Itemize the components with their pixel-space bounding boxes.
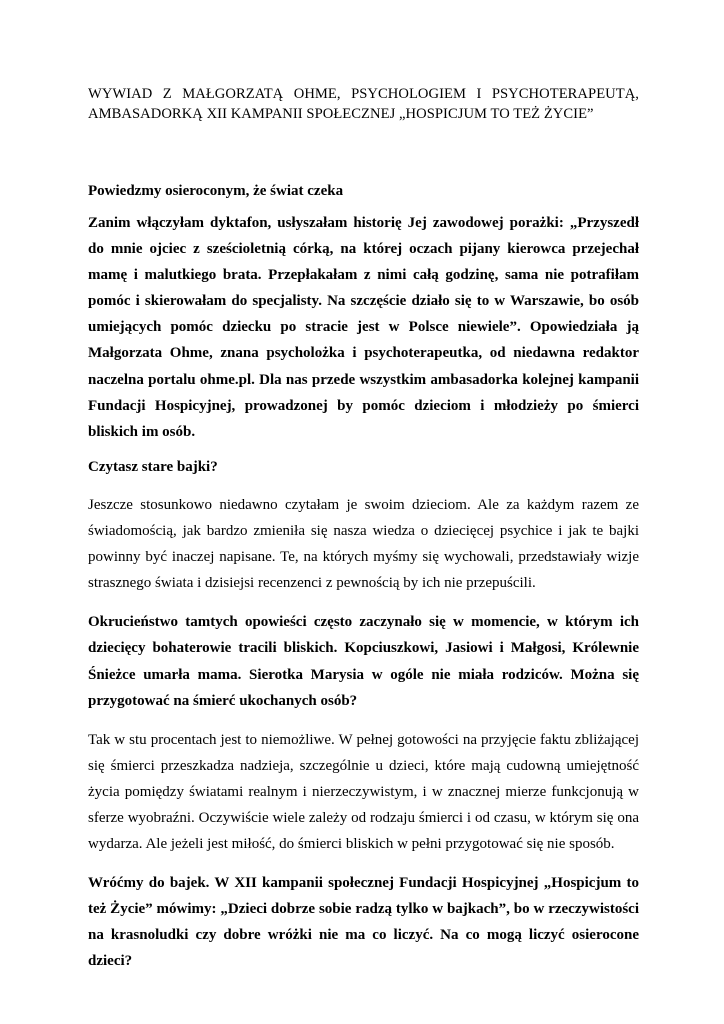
question-1: Czytasz stare bajki?: [88, 458, 218, 475]
question-2: Okrucieństwo tamtych opowieści często zaczynało się w momencie, w którym ich dziecięcy bohaterowie tracili bliskich. Kopciuszkowi, Jasiowi i Małgosi, Królewnie Śnieżce umarła mama. Sierotka Marysia w ogóle nie miała rodziców. Można się przygotować na śmierć ukochanych osób?: [88, 614, 639, 709]
document-title: WYWIAD Z MAŁGORZATĄ OHME, PSYCHOLOGIEM I PSYCHOTERAPEUTĄ, AMBASADORKĄ XII KAMPANII SPOŁECZNEJ „HOSPICJUM TO TEŻ ŻYCIE”: [88, 86, 639, 122]
document-page: [88, 84, 639, 975]
answer-2: Tak w stu procentach jest to niemożliwe. W pełnej gotowości na przyjęcie faktu zbliżającej się śmierci przeszkadza nadzieja, szczególnie u dzieci, które mają cudowną umiejętność życia pomiędzy światami realnym i nierzeczywistym, i w znacznej mierze funkcjonują w sferze wyobraźni. Oczywiście wiele zależy od rodzaju śmierci i od czasu, w którym się ona wydarza. Ale jeżeli jest miłość, do śmierci bliskich w pełni przygotować się nie sposób.: [88, 731, 639, 853]
question-3: Wróćmy do bajek. W XII kampanii społecznej Fundacji Hospicyjnej „Hospicjum to też Życie” mówimy: „Dzieci dobrze sobie radzą tylko w bajkach”, bo w rzeczywistości na krasnoludki czy dobre wróżki nie ma co liczyć. Na co mogą liczyć osierocone dzieci?: [88, 875, 639, 970]
answer-1: Jeszcze stosunkowo niedawno czytałam je swoim dzieciom. Ale za każdym razem ze świadomością, jak bardzo zmieniła się nasza wiedza o dziecięcej psychice i jak te bajki powinny być inaczej napisane. Te, na których myśmy się wychowali, przedstawiały wizje strasznego świata i dzisiejsi recenzenci z pewnością by ich nie przepuścili.: [88, 496, 639, 592]
lead-paragraph: Zanim włączyłam dyktafon, usłyszałam historię Jej zawodowej porażki: „Przyszedł do mnie ojciec z sześcioletnią córką, na której oczach pijany kierowca przejechał mamę i malutkiego brata. Przepłakałam z nimi całą godzinę, sama nie potrafiłam pomóc i skierowałam do specjalisty. Na szczęście działo się to w Warszawie, bo osób umiejących pomóc dziecku po stracie jest w Polsce niewiele”. Opowiedziała ją Małgorzata Ohme, znana psycholożka i psychoterapeutka, od niedawna redaktor naczelna portalu ohme.pl. Dla nas przede wszystkim ambasadorka kolejnej kampanii Fundacji Hospicyjnej, prowadzonej by pomóc dzieciom i młodzieży po śmierci bliskich im osób.: [88, 215, 639, 440]
article-headline: Powiedzmy osieroconym, że świat czeka: [88, 183, 344, 199]
